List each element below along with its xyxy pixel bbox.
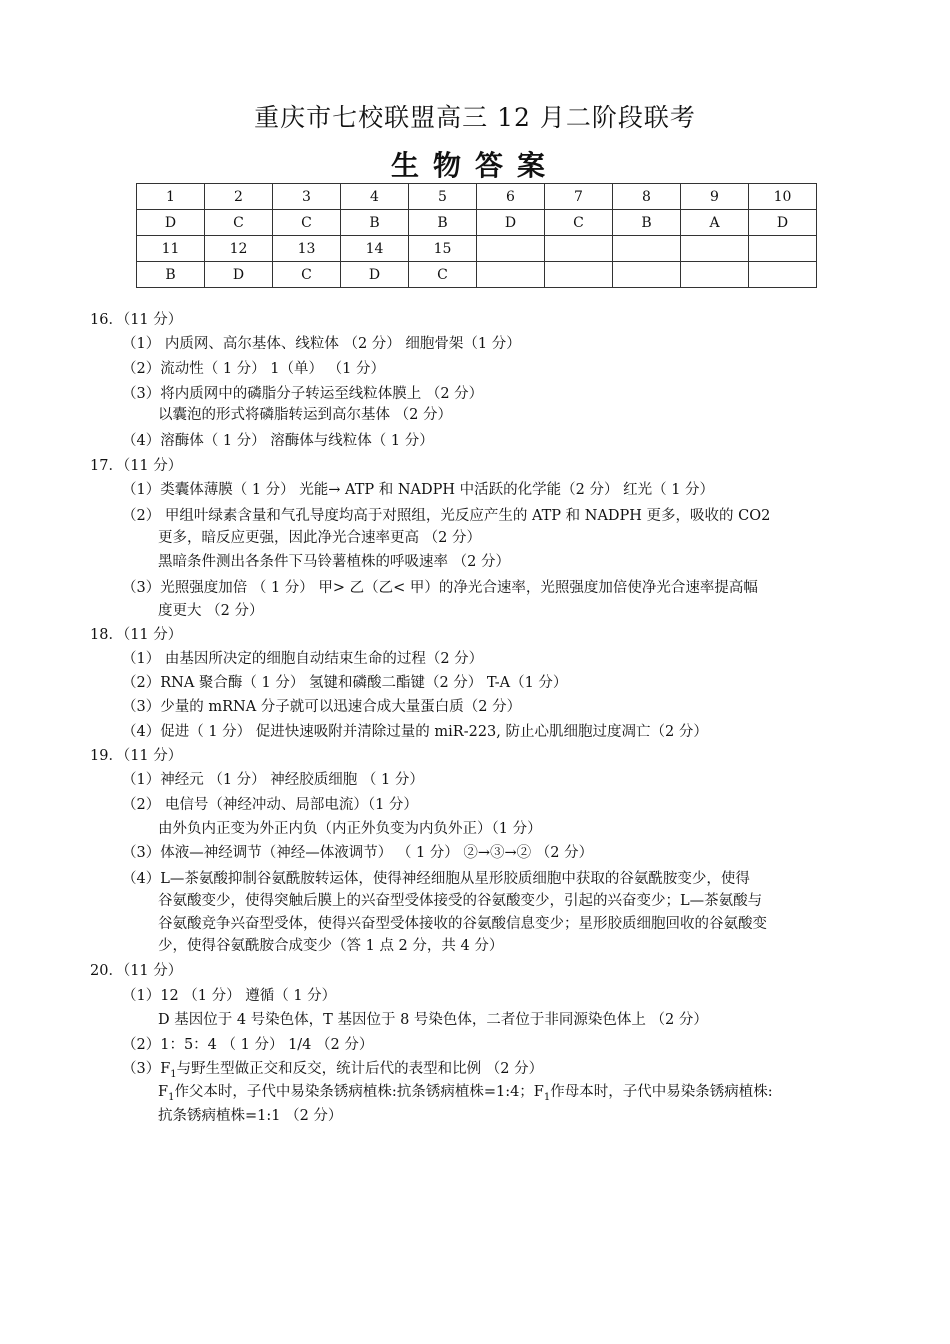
table-cell: D	[137, 210, 205, 236]
table-cell: C	[409, 262, 477, 288]
table-cell: B	[409, 210, 477, 236]
table-cell: B	[341, 210, 409, 236]
table-cell	[613, 262, 681, 288]
q18-answer-1: （1） 由基因所决定的细胞自动结束生命的过程（2 分）	[122, 651, 484, 667]
q20-answer-3: $(3)F_1$与野生型做正交和反交，统计后代的表型和比例 （2 分）	[122, 1061, 544, 1080]
table-cell	[749, 236, 817, 262]
table-cell: B	[613, 210, 681, 236]
q17-answer-1: （1）类囊体薄膜（ 1 分） 光能→ ATP 和 NADPH 中活跃的化学能（2 分） 红光（ 1 分）	[122, 482, 715, 498]
table-cell: D	[205, 262, 273, 288]
table-cell	[477, 262, 545, 288]
q16-answer-2: （2）流动性（ 1 分） 1（单） （1 分）	[122, 361, 385, 377]
table-cell: A	[681, 210, 749, 236]
q19-answer-3: （3）体液—神经调节（神经—体液调节） （ 1 分） ②→③→② （2 分）	[122, 845, 594, 861]
q19-answer-4b: 谷氨酸变少，使得突触后膜上的兴奋型受体接受的谷氨酸变少，引起的兴奋变少；L—茶氨酸与	[158, 893, 763, 909]
table-cell: 3	[273, 184, 341, 210]
q20-heading: 20．（11 分）	[90, 963, 183, 979]
q17-answer-2: （2） 甲组叶绿素含量和气孔导度均高于对照组，光反应产生的 ATP 和 NADPH 更多，吸收的 CO2	[122, 508, 771, 524]
q18-heading: 18．（11 分）	[90, 627, 183, 643]
q20-answer-1: （1）12 （1 分） 遵循（ 1 分）	[122, 988, 337, 1004]
table-cell	[681, 236, 749, 262]
table-cell: 10	[749, 184, 817, 210]
table-cell	[545, 236, 613, 262]
q20-answer-3c: 抗条锈病植株=1:1 （2 分）	[158, 1108, 343, 1124]
table-cell: C	[273, 262, 341, 288]
q19-answer-4: （4）L—茶氨酸抑制谷氨酰胺转运体，使得神经细胞从星形胶质细胞中获取的谷氨酰胺变少，使得	[122, 871, 750, 887]
q16-answer-3: （3）将内质网中的磷脂分子转运至线粒体膜上 （2 分）	[122, 386, 484, 402]
table-cell: D	[749, 210, 817, 236]
table-cell	[545, 262, 613, 288]
table-cell	[749, 262, 817, 288]
table-cell: 15	[409, 236, 477, 262]
q17-answer-3b: 度更大 （2 分）	[158, 603, 264, 619]
q18-answer-3: （3）少量的 mRNA 分子就可以迅速合成大量蛋白质（2 分）	[122, 699, 522, 715]
q17-answer-2c: 黑暗条件测出各条件下马铃薯植株的呼吸速率 （2 分）	[158, 554, 510, 570]
q16-answer-4: （4）溶酶体（ 1 分） 溶酶体与线粒体（ 1 分）	[122, 433, 434, 449]
q17-heading: 17．（11 分）	[90, 458, 183, 474]
table-row	[137, 184, 817, 210]
page-title: 重庆市七校联盟高三 12 月二阶段联考	[254, 103, 696, 132]
q19-answer-1: （1）神经元 （1 分） 神经胶质细胞 （ 1 分）	[122, 772, 424, 788]
q20-answer-3b: $F_1$作父本时，子代中易染条锈病植株:抗条锈病植株=1:4；$F_1$作母本时，子代中易染条锈病植株:	[158, 1084, 773, 1103]
table-cell: 14	[341, 236, 409, 262]
table-cell: 1	[137, 184, 205, 210]
table-cell: D	[341, 262, 409, 288]
q16-answer-3b: 以囊泡的形式将磷脂转运到高尔基体 （2 分）	[158, 407, 452, 423]
table-row	[137, 262, 817, 288]
table-cell: 12	[205, 236, 273, 262]
table-cell: 5	[409, 184, 477, 210]
table-cell: 4	[341, 184, 409, 210]
q17-answer-3: （3）光照强度加倍 （ 1 分） 甲> 乙（乙< 甲）的净光合速率，光照强度加倍使净光合速率提高幅	[122, 580, 758, 596]
q19-heading: 19．（11 分）	[90, 748, 183, 764]
table-cell: B	[137, 262, 205, 288]
table-cell: 11	[137, 236, 205, 262]
q17-answer-2b: 更多，暗反应更强，因此净光合速率更高 （2 分）	[158, 530, 481, 546]
q18-answer-2: （2）RNA 聚合酶（ 1 分） 氢键和磷酸二酯键（2 分） T-A（1 分）	[122, 675, 568, 691]
table-cell: 6	[477, 184, 545, 210]
table-cell: 8	[613, 184, 681, 210]
table-cell: 9	[681, 184, 749, 210]
table-cell: C	[545, 210, 613, 236]
q16-heading: 16．（11 分）	[90, 312, 183, 328]
table-cell: C	[273, 210, 341, 236]
q20-answer-2: （2）1：5：4 （ 1 分） 1/4 （2 分）	[122, 1037, 374, 1053]
table-cell: 2	[205, 184, 273, 210]
q20-answer-1b: D 基因位于 4 号染色体，T 基因位于 8 号染色体，二者位于非同源染色体上 （2 分）	[158, 1012, 708, 1028]
table-row	[137, 210, 817, 236]
answer-table	[136, 183, 817, 288]
table-row	[137, 236, 817, 262]
table-cell: 13	[273, 236, 341, 262]
table-cell	[613, 236, 681, 262]
q19-answer-4c: 谷氨酸竞争兴奋型受体，使得兴奋型受体接收的谷氨酸信息变少；星形胶质细胞回收的谷氨酸变	[158, 916, 767, 932]
table-cell	[477, 236, 545, 262]
table-cell: 7	[545, 184, 613, 210]
table-cell: C	[205, 210, 273, 236]
page-subtitle: 生物答案	[390, 149, 559, 182]
q19-answer-2: （2） 电信号（神经冲动、局部电流）（1 分）	[122, 797, 418, 813]
q16-answer-1: （1） 内质网、高尔基体、线粒体 （2 分） 细胞骨架（1 分）	[122, 336, 521, 352]
table-cell	[681, 262, 749, 288]
q19-answer-4d: 少，使得谷氨酰胺合成变少（答 1 点 2 分，共 4 分）	[158, 938, 504, 954]
q19-answer-2b: 由外负内正变为外正内负（内正外负变为内负外正）（1 分）	[158, 821, 542, 837]
table-cell: D	[477, 210, 545, 236]
q18-answer-4: （4）促进（ 1 分） 促进快速吸附并清除过量的 miR-223, 防止心肌细胞过度凋亡（2 分）	[122, 724, 708, 740]
